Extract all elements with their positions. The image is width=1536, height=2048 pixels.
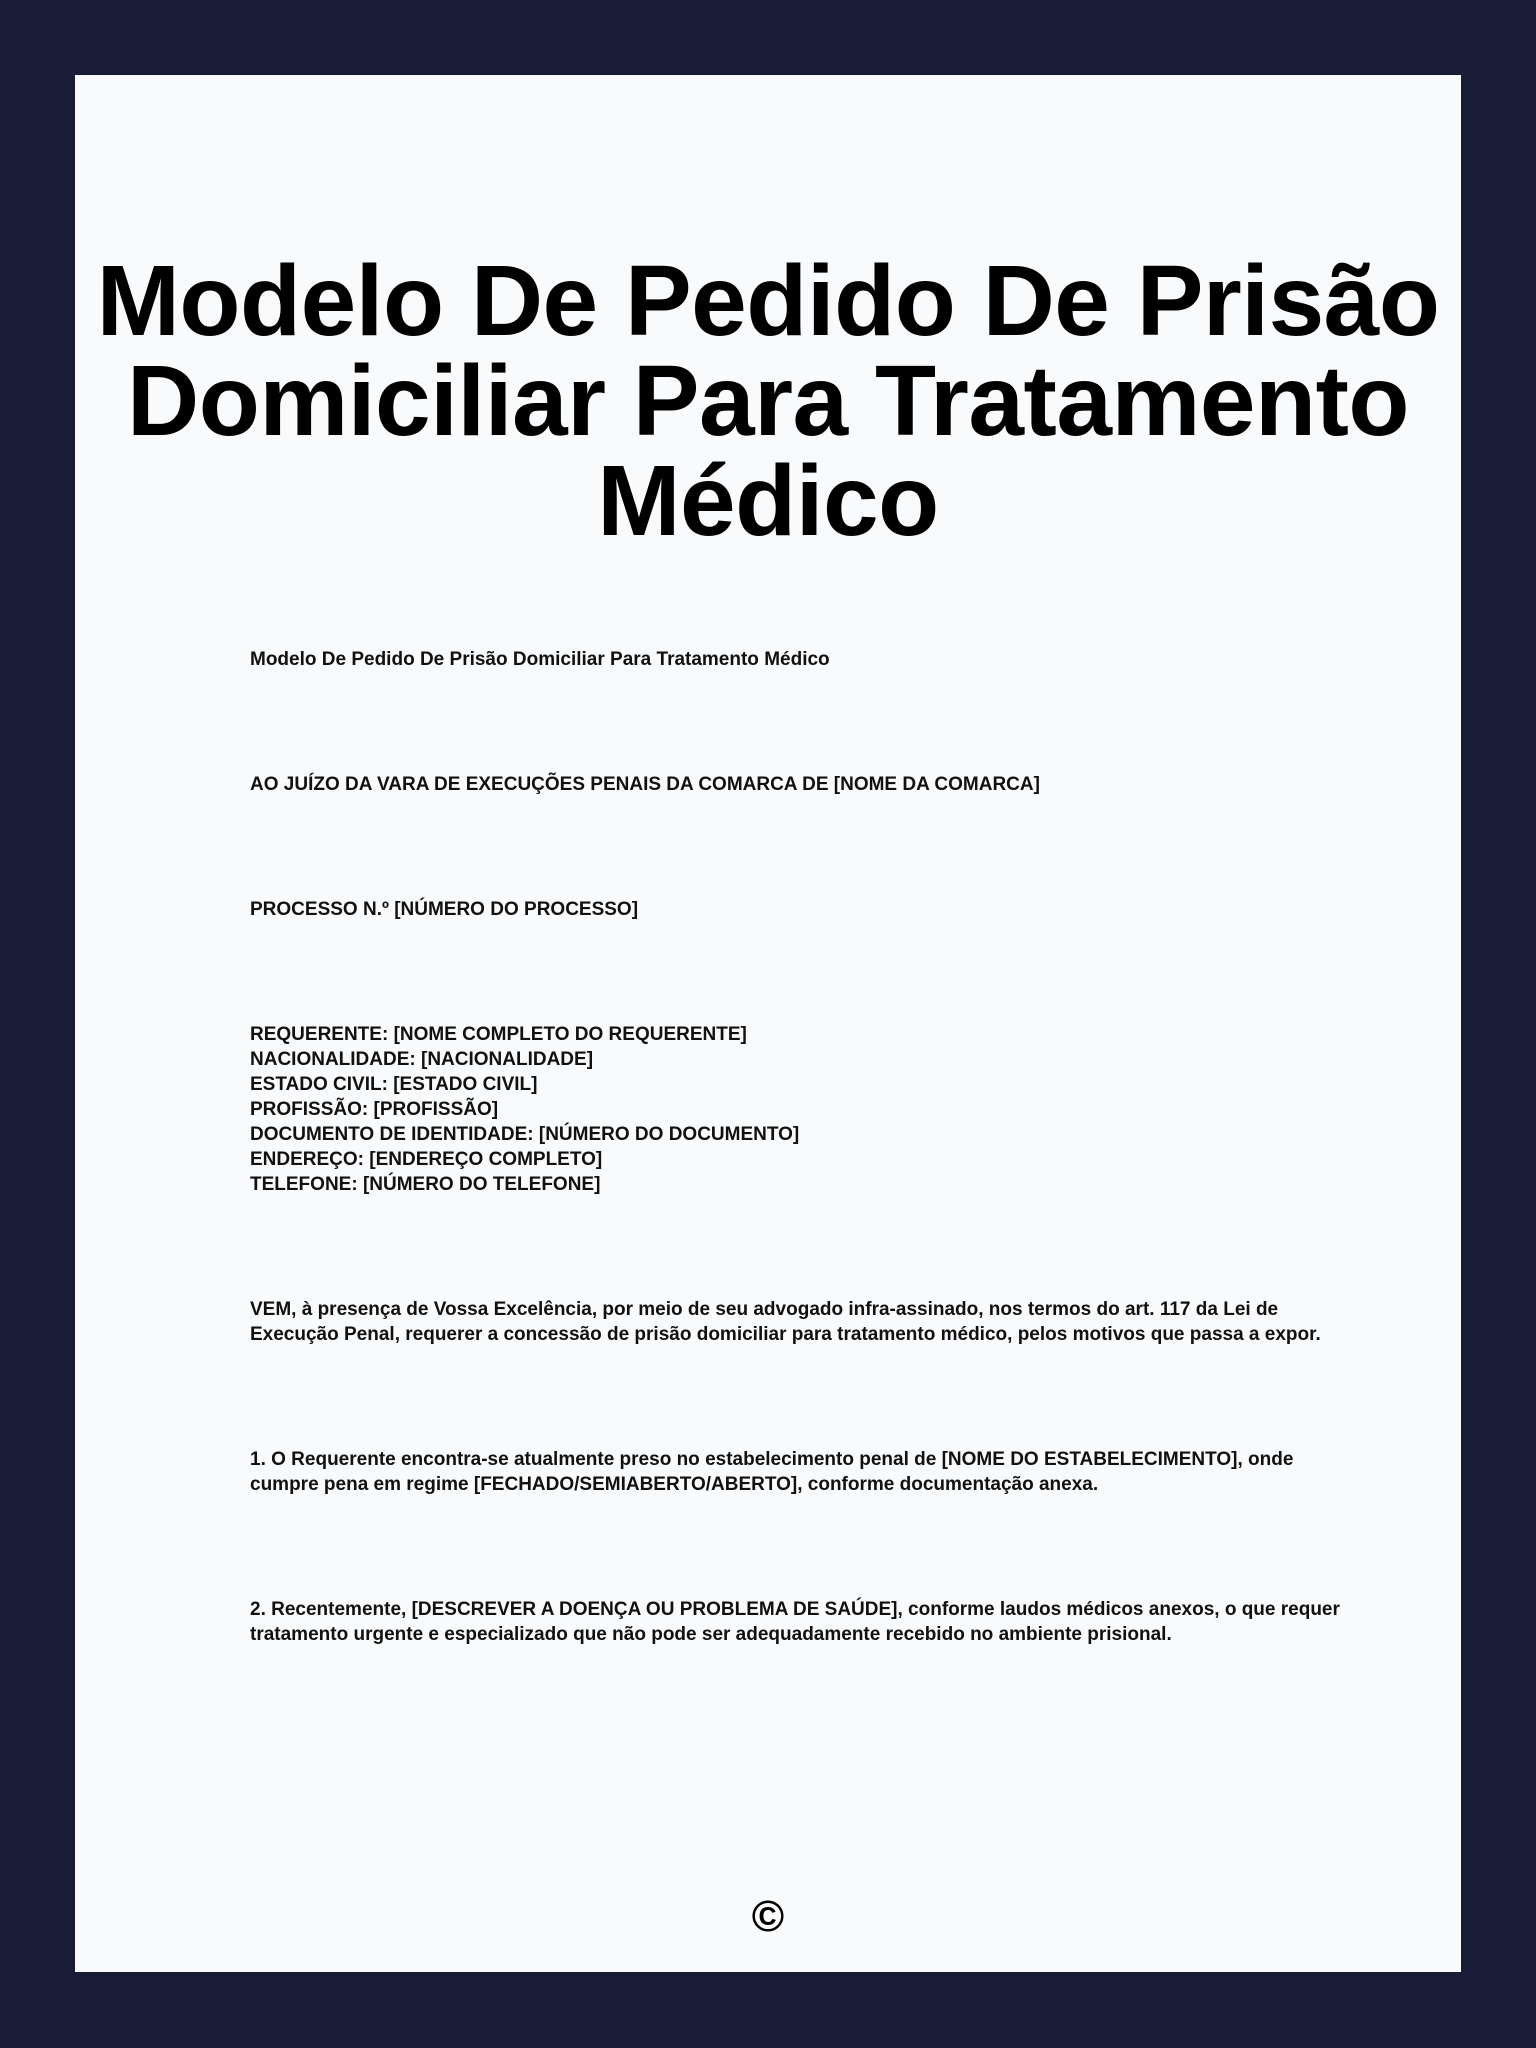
applicant-phone: TELEFONE: [NÚMERO DO TELEFONE] [250,1174,601,1195]
document-page [75,75,1461,1972]
applicant-civil-status: ESTADO CIVIL: [ESTADO CIVIL] [250,1074,538,1095]
item-2-paragraph: 2. Recentemente, [DESCREVER A DOENÇA OU PROBLEMA DE SAÚDE], conforme laudos médicos anexos, o que requer tratamento urgente e especializado que não pode ser adequadamente recebido no ambiente prisional. [250,1599,1340,1645]
item-1-paragraph: 1. O Requerente encontra-se atualmente preso no estabelecimento penal de [NOME DO ESTABELECIMENTO], onde cumpre pena em regime [FECHADO/SEMIABERTO/ABERTO], conforme documentação anexa. [250,1449,1294,1495]
applicant-name: REQUERENTE: [NOME COMPLETO DO REQUERENTE] [250,1024,747,1045]
title-line-3: Médico [597,445,939,557]
title-line-2: Domiciliar Para Tratamento [127,345,1409,457]
copyright-icon: © [751,1892,785,1941]
applicant-nationality: NACIONALIDADE: [NACIONALIDADE] [250,1049,594,1070]
intro-paragraph: VEM, à presença de Vossa Excelência, por meio de seu advogado infra-assinado, nos termos do art. 117 da Lei de Execução Penal, requerer a concessão de prisão domiciliar para tratamento médico, pelos motivos que passa a expor. [250,1299,1321,1345]
addressee-line: AO JUÍZO DA VARA DE EXECUÇÕES PENAIS DA COMARCA DE [NOME DA COMARCA] [250,774,1040,795]
applicant-profession: PROFISSÃO: [PROFISSÃO] [250,1099,499,1120]
document-subtitle: Modelo De Pedido De Prisão Domiciliar Para Tratamento Médico [250,649,830,670]
applicant-address: ENDEREÇO: [ENDEREÇO COMPLETO] [250,1149,603,1170]
applicant-id-document: DOCUMENTO DE IDENTIDADE: [NÚMERO DO DOCUMENTO] [250,1124,800,1145]
process-number: PROCESSO N.º [NÚMERO DO PROCESSO] [250,899,639,920]
page-title [75,245,1461,557]
document-body [250,647,1360,1747]
applicant-details [250,1022,1360,1197]
title-line-1: Modelo De Pedido De Prisão [96,245,1440,357]
